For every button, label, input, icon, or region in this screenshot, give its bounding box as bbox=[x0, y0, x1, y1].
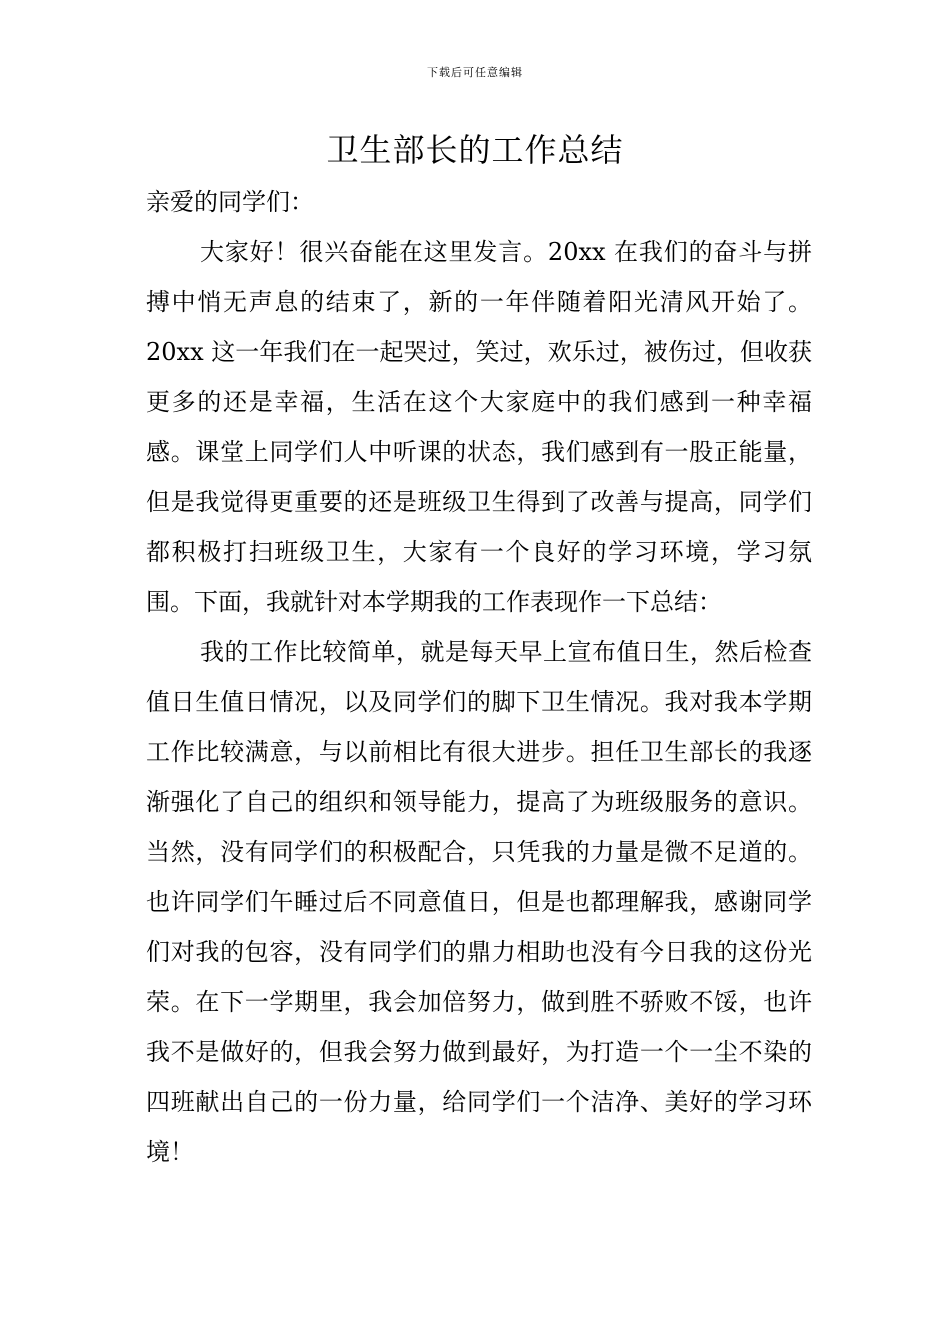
page-header: 下载后可任意编辑 bbox=[427, 66, 523, 79]
salutation: 亲爱的同学们： bbox=[146, 188, 314, 216]
paragraph-2: 我的工作比较简单，就是每天早上宣布值日生，然后检查值日生值日情况，以及同学们的脚下卫生情况。我对我本学期工作比较满意，与以前相比有很大进步。担任卫生部长的我逐渐强化了自己的组织和领导能力，提高了为班级服务的意识。当然，没有同学们的积极配合，只凭我的力量是微不足道的。也许同学们午睡过后不同意值日，但是也都理解我，感谢同学们对我的包容，没有同学们的鼎力相助也没有今日我的这份光荣。在下一学期里，我会加倍努力，做到胜不骄败不馁，也许我不是做好的，但我会努力做到最好，为打造一个一尘不染的四班献出自己的一份力量，给同学们一个洁净、美好的学习环境！ bbox=[146, 638, 812, 1166]
document-title: 卫生部长的工作总结 bbox=[326, 131, 624, 169]
document-body bbox=[146, 177, 812, 1177]
paragraph-1: 大家好！很兴奋能在这里发言。20xx 在我们的奋斗与拼搏中悄无声息的结束了，新的一年伴随着阳光清风开始了。20xx 这一年我们在一起哭过，笑过，欢乐过，被伤过，但收获更多的还是幸福，生活在这个大家庭中的我们感到一种幸福感。课堂上同学们人中听课的状态，我们感到有一股正能量，但是我觉得更重要的还是班级卫生得到了改善与提高，同学们都积极打扫班级卫生，大家有一个良好的学习环境，学习氛围。下面，我就针对本学期我的工作表现作一下总结： bbox=[146, 238, 812, 616]
